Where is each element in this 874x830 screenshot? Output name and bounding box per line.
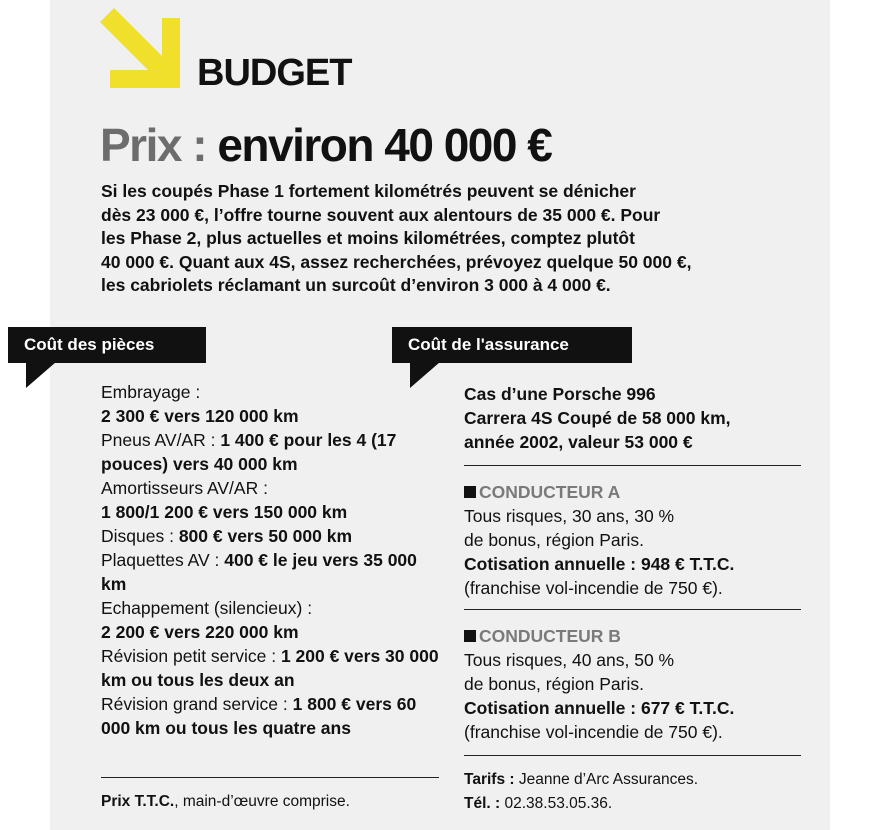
price-headline xyxy=(100,118,551,172)
phone-line xyxy=(464,792,698,816)
parts-item-label: Révision petit service : xyxy=(101,646,281,666)
driver-cotisation: Cotisation annuelle : 948 € T.T.C. xyxy=(464,554,735,574)
tarifs-label: Tarifs : xyxy=(464,771,515,788)
parts-tag-pointer xyxy=(26,362,56,388)
parts-item xyxy=(101,380,441,428)
driver-detail: de bonus, région Paris. xyxy=(464,674,644,694)
divider xyxy=(464,465,801,466)
price-label: Prix : xyxy=(100,119,207,171)
intro-line: les Phase 2, plus actuelles et moins kilométrées, comptez plutôt xyxy=(101,228,635,248)
car-line: Cas d’une Porsche 996 xyxy=(464,384,656,404)
square-bullet-icon xyxy=(464,630,476,642)
divider xyxy=(464,755,801,756)
driver-cotisation: Cotisation annuelle : 677 € T.T.C. xyxy=(464,698,735,718)
phone-value: 02.38.53.05.36. xyxy=(500,795,613,812)
divider xyxy=(464,609,801,610)
parts-cost-tag: Coût des pièces xyxy=(8,327,206,363)
intro-line: 40 000 €. Quant aux 4S, assez recherchées, prévoyez quelque 50 000 €, xyxy=(101,251,692,272)
tarifs-value: Jeanne d’Arc Assurances. xyxy=(514,771,699,788)
parts-item xyxy=(101,548,441,596)
parts-item-label: Echappement (silencieux) : xyxy=(101,598,313,618)
parts-item xyxy=(101,476,441,524)
divider xyxy=(101,777,439,778)
parts-footnote xyxy=(101,793,350,811)
parts-item xyxy=(101,644,441,692)
price-value: environ 40 000 € xyxy=(217,119,552,171)
footnote-text: , main-d’œuvre comprise. xyxy=(174,793,350,810)
parts-item-value: 400 € le jeu vers 35 000 km xyxy=(101,550,417,594)
parts-item-value: 1 800/1 200 € vers 150 000 km xyxy=(101,502,348,522)
driver-heading-label: CONDUCTEUR B xyxy=(479,626,621,646)
parts-item-value: 800 € vers 50 000 km xyxy=(178,526,353,546)
car-line: Carrera 4S Coupé de 58 000 km, xyxy=(464,408,731,428)
tarifs-line xyxy=(464,768,698,792)
parts-item-label: Pneus AV/AR : xyxy=(101,430,221,450)
footnote-bold: Prix T.T.C. xyxy=(101,793,175,810)
square-bullet-icon xyxy=(464,486,476,498)
parts-item-value: 2 200 € vers 220 000 km xyxy=(101,622,299,642)
car-line: année 2002, valeur 53 000 € xyxy=(464,432,693,452)
intro-paragraph xyxy=(101,180,821,298)
parts-item-label: Amortisseurs AV/AR : xyxy=(101,478,268,498)
intro-line: dès 23 000 €, l’offre tourne souvent aux alentours de 35 000 €. Pour xyxy=(101,204,661,225)
driver-heading-label: CONDUCTEUR A xyxy=(479,482,621,502)
parts-item-label: Plaquettes AV : xyxy=(101,550,225,570)
parts-item-label: Disques : xyxy=(101,526,179,546)
parts-item-label: Embrayage : xyxy=(101,382,201,402)
parts-item-label: Révision grand service : xyxy=(101,694,293,714)
section-title: BUDGET xyxy=(197,52,352,94)
parts-list xyxy=(101,380,441,740)
driver-detail: de bonus, région Paris. xyxy=(464,530,644,550)
parts-item xyxy=(101,524,441,548)
parts-item-value: 2 300 € vers 120 000 km xyxy=(101,406,299,426)
driver-franchise: (franchise vol-incendie de 750 €). xyxy=(464,722,723,742)
arrow-icon xyxy=(100,8,190,90)
intro-line: les cabriolets réclamant un surcoût d’environ 3 000 à 4 000 €. xyxy=(101,275,611,295)
driver-a-block xyxy=(464,480,809,600)
intro-line: Si les coupés Phase 1 fortement kilométrés peuvent se dénicher xyxy=(101,181,636,201)
driver-b-block xyxy=(464,624,809,744)
parts-item xyxy=(101,692,441,740)
insurance-footer xyxy=(464,768,698,816)
driver-detail: Tous risques, 30 ans, 30 % xyxy=(464,506,675,526)
driver-heading xyxy=(464,624,809,648)
parts-item-value: 1 400 € pour les 4 (17 pouces) vers 40 000 km xyxy=(101,430,397,474)
parts-item xyxy=(101,428,441,476)
parts-item-value: 1 800 € vers 60 000 km ou tous les quatre ans xyxy=(101,694,417,738)
parts-item-value: 1 200 € vers 30 000 km ou tous les deux an xyxy=(101,646,439,690)
driver-heading xyxy=(464,480,809,504)
phone-label: Tél. : xyxy=(464,795,501,812)
driver-franchise: (franchise vol-incendie de 750 €). xyxy=(464,578,723,598)
parts-item xyxy=(101,596,441,644)
insurance-car-description xyxy=(464,382,809,454)
insurance-cost-tag: Coût de l'assurance xyxy=(392,327,632,363)
driver-detail: Tous risques, 40 ans, 50 % xyxy=(464,650,675,670)
